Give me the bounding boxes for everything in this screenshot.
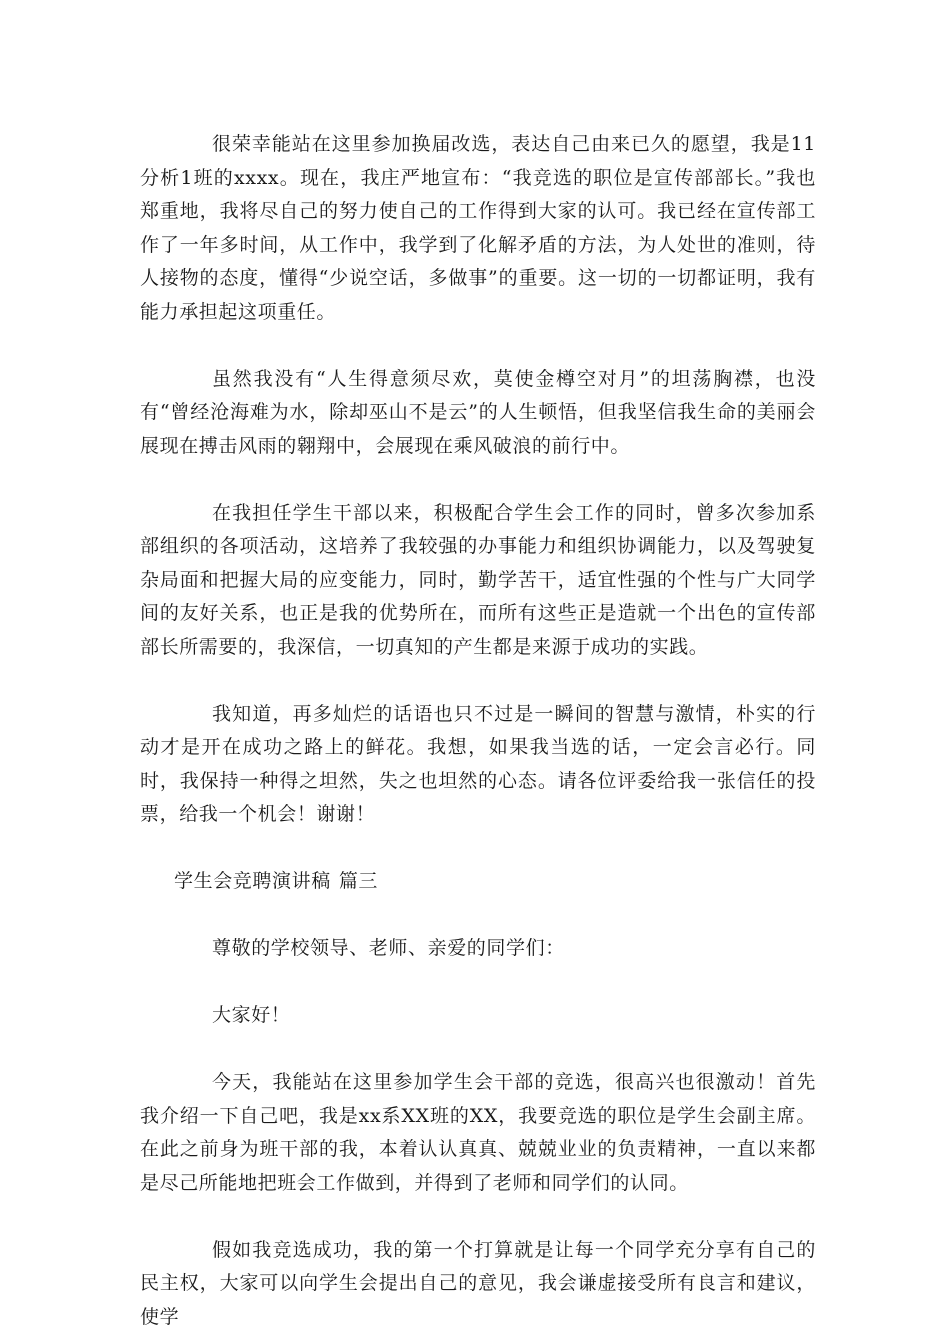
section-part: 篇三 bbox=[338, 870, 379, 892]
paragraph: 假如我竞选成功，我的第一个打算就是让每一个同学充分享有自己的民主权，大家可以向学生会提出自己的意见，我会谦虚接受所有良言和建议，使学 bbox=[140, 1238, 816, 1328]
section-heading bbox=[140, 865, 816, 899]
paragraph: 很荣幸能站在这里参加换届改选，表达自己由来已久的愿望，我是11分析1班的xxxx。现在，我庄严地宣布：“我竞选的职位是宣传部部长。”我也郑重地，我将尽自己的努力使自己的工作得到大家的认可。我已经在宣传部工作了一年多时间，从工作中，我学到了化解矛盾的方法，为人处世的准则，待人接物的态度，懂得“少说空话，多做事”的重要。这一切的一切都证明，我有能力承担起这项重任。 bbox=[140, 133, 816, 323]
paragraph: 今天，我能站在这里参加学生会干部的竞选，很高兴也很激动！首先我介绍一下自己吧，我是xx系XX班的XX，我要竞选的职位是学生会副主席。在此之前身为班干部的我，本着认认真真、兢兢业业的负责精神，一直以来都是尽己所能地把班会工作做到，并得到了老师和同学们的认同。 bbox=[140, 1071, 816, 1194]
greeting: 大家好！ bbox=[212, 1004, 291, 1026]
paragraph: 我知道，再多灿烂的话语也只不过是一瞬间的智慧与激情，朴实的行动才是开在成功之路上的鲜花。我想，如果我当选的话，一定会言必行。同时，我保持一种得之坦然，失之也坦然的心态。请各位评委给我一张信任的投票，给我一个机会！谢谢！ bbox=[140, 702, 816, 825]
paragraph: 在我担任学生干部以来，积极配合学生会工作的同时，曾多次参加系部组织的各项活动，这培养了我较强的办事能力和组织协调能力，以及驾驶复杂局面和把握大局的应变能力，同时，勤学苦干，适宜性强的个性与广大同学间的友好关系，也正是我的优势所在，而所有这些正是造就一个出色的宣传部部长所需要的，我深信，一切真知的产生都是来源于成功的实践。 bbox=[140, 501, 816, 658]
section-title: 学生会竞聘演讲稿 bbox=[174, 870, 331, 892]
salutation: 尊敬的学校领导、老师、亲爱的同学们： bbox=[212, 937, 565, 959]
document-body bbox=[140, 128, 816, 1334]
paragraph: 虽然我没有“人生得意须尽欢，莫使金樽空对月”的坦荡胸襟，也没有“曾经沧海难为水，除却巫山不是云”的人生顿悟，但我坚信我生命的美丽会展现在搏击风雨的翱翔中，会展现在乘风破浪的前行中。 bbox=[140, 367, 816, 457]
